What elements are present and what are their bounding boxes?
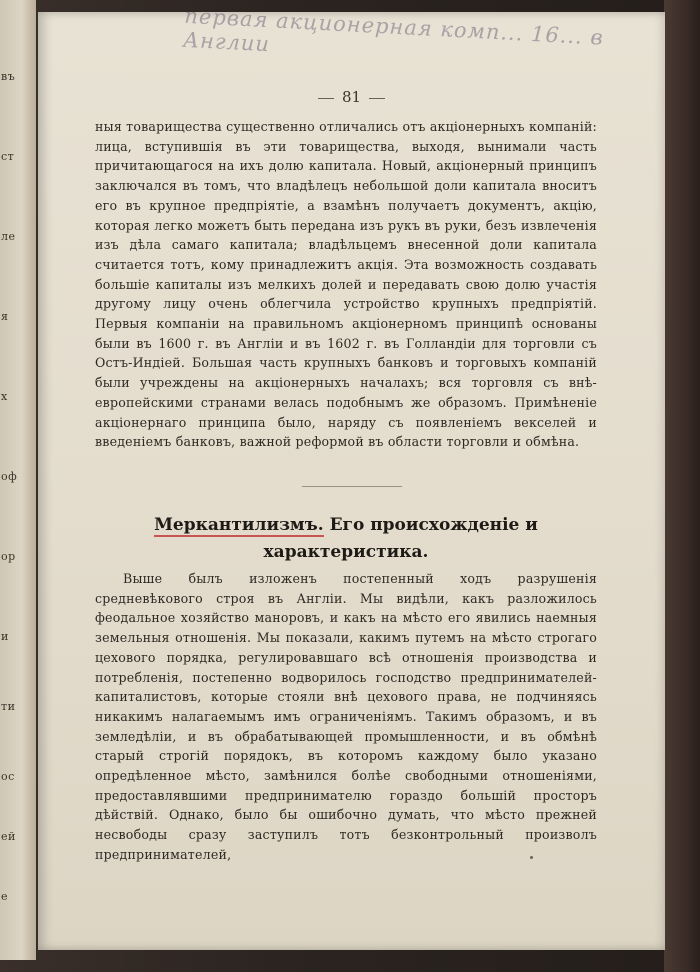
heading-text: Его происхожденіе и характеристика. xyxy=(263,515,538,562)
left-page-edge xyxy=(0,0,36,960)
left-page-fragment: ей xyxy=(1,830,16,843)
heading-underlined-word: Меркантилизмъ. xyxy=(154,515,324,535)
left-page-fragment: я xyxy=(1,310,9,323)
section-heading xyxy=(95,512,597,566)
left-page-fragment: и xyxy=(1,630,9,643)
left-page-fragment: ос xyxy=(1,770,15,783)
left-page-fragment: е xyxy=(1,890,9,903)
left-page-fragment: ор xyxy=(1,550,16,563)
left-page-fragment: въ xyxy=(1,70,16,83)
handwritten-note: первая акционерная комп... 16... в Англии xyxy=(182,3,605,57)
book-page xyxy=(38,3,665,950)
page-number: 81 xyxy=(38,88,665,106)
ink-dot xyxy=(530,856,533,859)
paragraph-bottom: Выше былъ изложенъ постепенный ходъ разрушенія средневѣкового строя въ Англіи. Мы видѣли, какъ разложилось феодальное хозяйство маноровъ, и какъ на мѣсто его явились наемныя земельныя отношенія. Мы показали, какимъ путемъ на мѣсто строгаго цехового порядка, регулировавшаго всѣ отношенія производства и потребленія, постепенно водворилось господство предпринимателей-капиталистовъ, которые стояли внѣ цехового права, не подчиняясь никакимъ налагаемымъ имъ ограниченіямъ. Такимъ образомъ, и въ земледѣліи, и въ обрабатывающей промышленности, и въ обмѣнѣ старый строгій порядокъ, въ которомъ каждому было указано опредѣленное мѣсто, замѣнился болѣе свободными отношеніями, предоставлявшими предпринимателю гораздо большій просторъ дѣйствій. Однако, было бы ошибочно думать, что мѣсто прежней несвободы сразу заступилъ тотъ безконтрольный произволъ предпринимателей, xyxy=(95,571,597,862)
left-page-fragment: ле xyxy=(1,230,16,243)
section-divider xyxy=(302,486,402,487)
left-page-fragment: оф xyxy=(1,470,18,483)
left-page-fragment: ти xyxy=(1,700,16,713)
book-cover-edge xyxy=(664,0,700,972)
left-page-fragment: х xyxy=(1,390,8,403)
paragraph-top: ныя товарищества существенно отличались отъ акціонерныхъ компаній: лица, вступившія въ эти товарищества, выходя, вынимали часть причитающагося на ихъ долю капитала. Новый, акціонерный принципъ заключался въ томъ, что владѣлецъ небольшой доли капитала вноситъ его въ крупное предпріятіе, а взамѣнъ получаетъ документъ, акцію, которая легко можетъ быть передана изъ рукъ въ руки, безъ извлеченія изъ дѣла самаго капитала; владѣльцемъ внесенной доли капитала считается тотъ, кому принадлежитъ акція. Эта возможность создавать большіе капиталы изъ мелкихъ долей и передавать свою долю участія другому лицу очень облегчила устройство крупныхъ предпріятій. Первыя компаніи на правильномъ акціонерномъ принципѣ основаны были въ 1600 г. въ Англіи и въ 1602 г. въ Голландіи для торговли съ Остъ-Индіей. Большая часть крупныхъ банковъ и торговыхъ компаній были учреждены на акціонерныхъ началахъ; вся торговля съ внѣ-европейскими странами велась подобнымъ же образомъ. Примѣненіе акціонернаго принципа было, наряду съ появленіемъ векселей и введеніемъ банковъ, важной реформой въ области торговли и обмѣна. xyxy=(95,119,597,450)
left-page-fragment: ст xyxy=(1,150,15,163)
